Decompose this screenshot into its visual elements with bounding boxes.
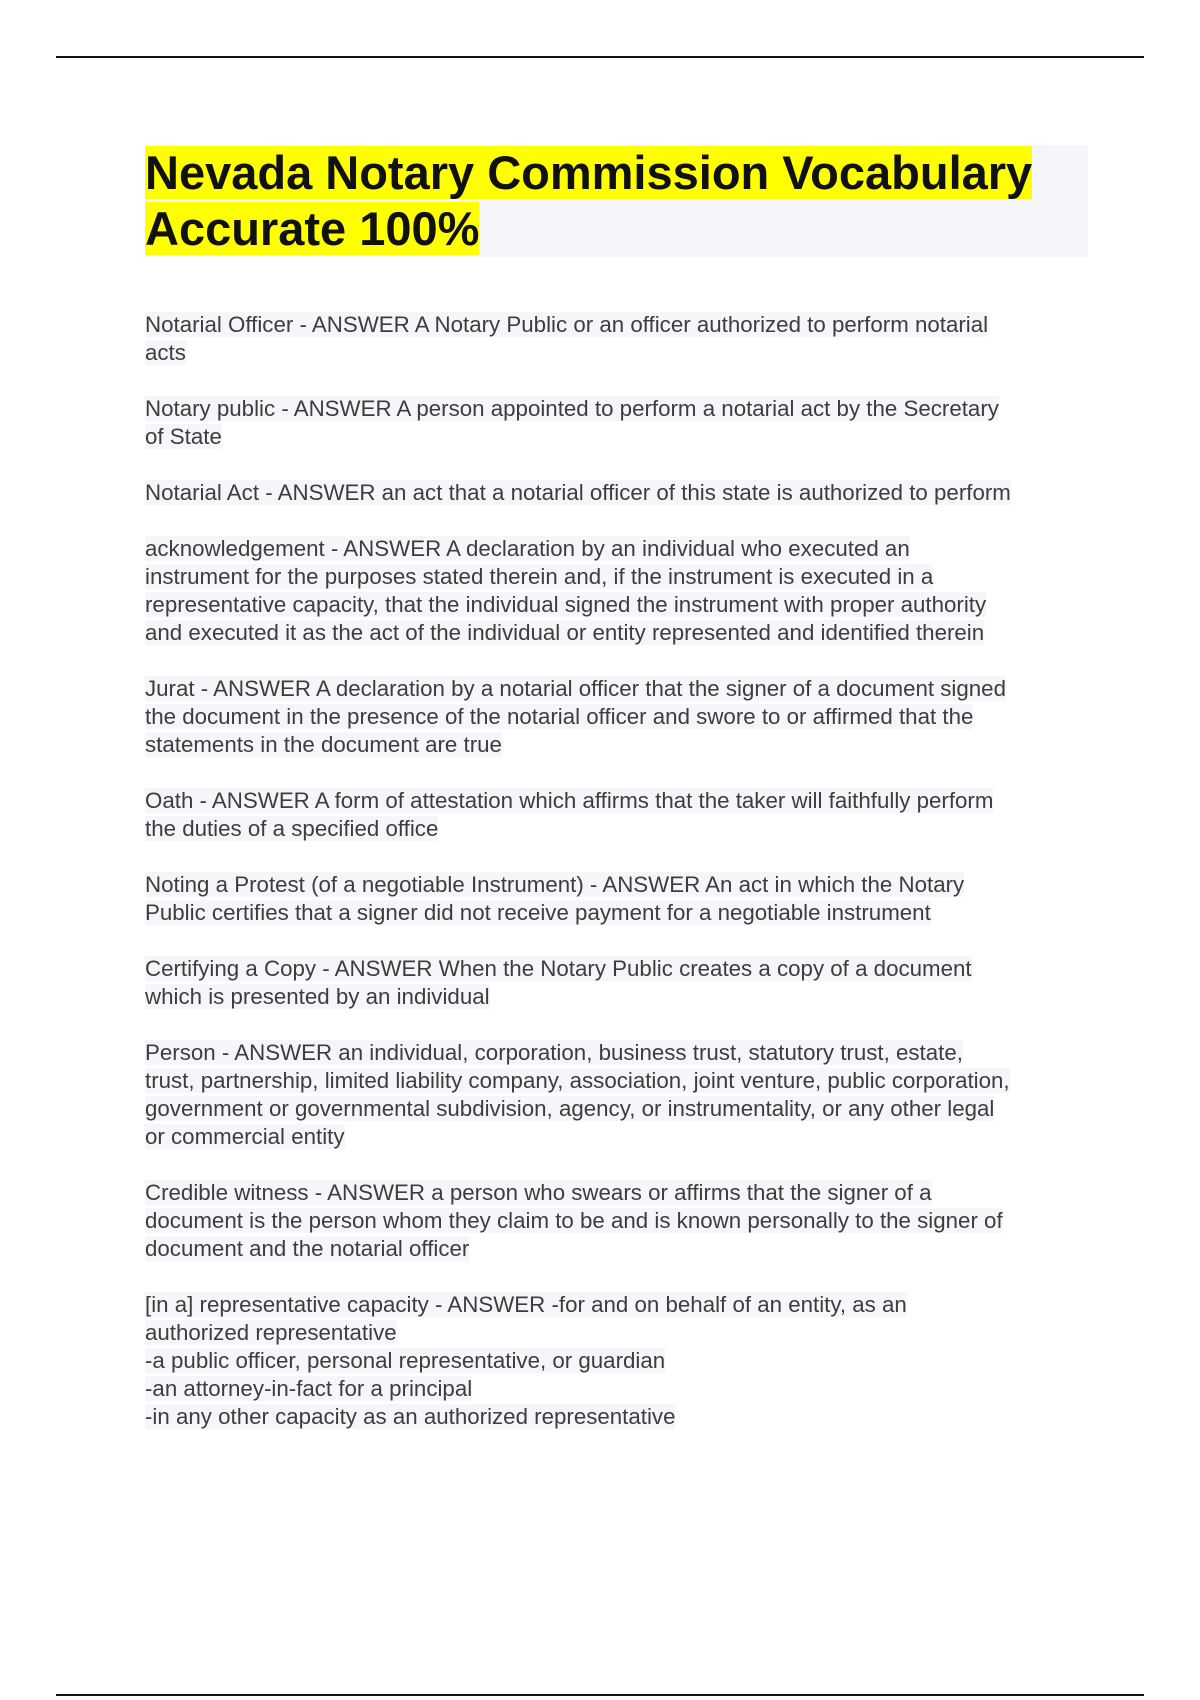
entry-line — [145, 1207, 1090, 1235]
entry-line-text: document and the notarial officer — [145, 1236, 470, 1261]
entry-line-text: Notary public - ANSWER A person appointed to perform a notarial act by the Secretary — [145, 396, 999, 421]
entry-line — [145, 1319, 1090, 1347]
entry-line-text: of State — [145, 424, 222, 449]
entry-line-text: and executed it as the act of the individual or entity represented and identified therein — [145, 620, 985, 645]
vocabulary-entry — [145, 787, 1090, 843]
entry-line-text: Certifying a Copy - ANSWER When the Notary Public creates a copy of a document — [145, 956, 972, 981]
entry-line — [145, 703, 1090, 731]
entry-line — [145, 1235, 1090, 1263]
entry-line-text: acts — [145, 340, 186, 365]
entry-line — [145, 479, 1090, 507]
entry-line-text: Credible witness - ANSWER a person who swears or affirms that the signer of a — [145, 1180, 932, 1205]
vocabulary-entry — [145, 955, 1090, 1011]
entry-line — [145, 1347, 1090, 1375]
entry-line-text: Notarial Officer - ANSWER A Notary Public or an officer authorized to perform notarial — [145, 312, 989, 337]
entry-line — [145, 619, 1090, 647]
entry-line — [145, 339, 1090, 367]
title-line-2: Accurate 100% — [145, 202, 480, 255]
top-divider — [56, 56, 1144, 58]
document-title — [145, 145, 1088, 257]
entry-line — [145, 815, 1090, 843]
entry-line-text: instrument for the purposes stated therein and, if the instrument is executed in a — [145, 564, 934, 589]
vocabulary-entry — [145, 1179, 1090, 1263]
entry-line — [145, 955, 1090, 983]
title-block — [145, 145, 1088, 257]
vocabulary-entry — [145, 311, 1090, 367]
entry-line — [145, 731, 1090, 759]
entry-line — [145, 871, 1090, 899]
entry-line — [145, 1067, 1090, 1095]
vocabulary-entry — [145, 675, 1090, 759]
entry-line — [145, 1039, 1090, 1067]
entry-line-text: Jurat - ANSWER A declaration by a notarial officer that the signer of a document signed — [145, 676, 1006, 701]
entry-line-text: trust, partnership, limited liability company, association, joint venture, public corporation, — [145, 1068, 1010, 1093]
entry-line — [145, 1179, 1090, 1207]
entry-line — [145, 1291, 1090, 1319]
entry-line-text: the duties of a specified office — [145, 816, 439, 841]
entry-line — [145, 311, 1090, 339]
entry-line-text: which is presented by an individual — [145, 984, 490, 1009]
entry-line-text: statements in the document are true — [145, 732, 502, 757]
entry-line-text: Public certifies that a signer did not receive payment for a negotiable instrument — [145, 900, 931, 925]
entry-line-text: Person - ANSWER an individual, corporation, business trust, statutory trust, estate, — [145, 1040, 963, 1065]
entry-line-text: Oath - ANSWER A form of attestation which affirms that the taker will faithfully perform — [145, 788, 994, 813]
entry-line — [145, 983, 1090, 1011]
entry-line — [145, 1403, 1090, 1431]
vocabulary-entry — [145, 1291, 1090, 1431]
entry-line — [145, 1095, 1090, 1123]
entry-line — [145, 395, 1090, 423]
entry-line — [145, 423, 1090, 451]
entry-line-text: acknowledgement - ANSWER A declaration by an individual who executed an — [145, 536, 910, 561]
vocabulary-entry — [145, 1039, 1090, 1151]
entry-line-text: -an attorney-in-fact for a principal — [145, 1376, 473, 1401]
bottom-divider — [56, 1694, 1144, 1696]
entry-line-text: -a public officer, personal representative, or guardian — [145, 1348, 666, 1373]
entry-line — [145, 1375, 1090, 1403]
vocabulary-entry — [145, 479, 1090, 507]
entry-line-text: authorized representative — [145, 1320, 397, 1345]
title-line-1: Nevada Notary Commission Vocabulary — [145, 146, 1033, 199]
entry-line-text: government or governmental subdivision, agency, or instrumentality, or any other legal — [145, 1096, 995, 1121]
entry-line-text: representative capacity, that the individual signed the instrument with proper authority — [145, 592, 987, 617]
entry-line-text: or commercial entity — [145, 1124, 345, 1149]
entry-line — [145, 535, 1090, 563]
entry-line-text: [in a] representative capacity - ANSWER -for and on behalf of an entity, as an — [145, 1292, 907, 1317]
entry-line — [145, 1123, 1090, 1151]
entry-line-text: the document in the presence of the notarial officer and swore to or affirmed that the — [145, 704, 974, 729]
entry-line-text: Notarial Act - ANSWER an act that a notarial officer of this state is authorized to perform — [145, 480, 1011, 505]
vocabulary-entry — [145, 871, 1090, 927]
entry-line — [145, 899, 1090, 927]
entry-line — [145, 675, 1090, 703]
entry-line-text: Noting a Protest (of a negotiable Instrument) - ANSWER An act in which the Notary — [145, 872, 965, 897]
entry-line-text: -in any other capacity as an authorized representative — [145, 1404, 676, 1429]
vocabulary-entry — [145, 395, 1090, 451]
entry-line — [145, 591, 1090, 619]
entry-line-text: document is the person whom they claim to be and is known personally to the signer of — [145, 1208, 1003, 1233]
vocabulary-entry — [145, 535, 1090, 647]
entry-line — [145, 563, 1090, 591]
vocabulary-list — [145, 311, 1090, 1459]
entry-line — [145, 787, 1090, 815]
